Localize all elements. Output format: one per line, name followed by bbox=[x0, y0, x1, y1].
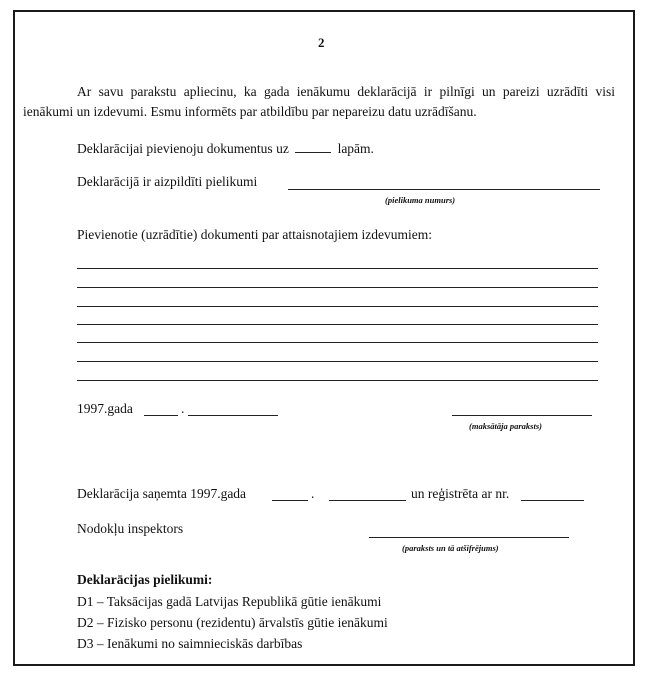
pages-count-field[interactable] bbox=[295, 140, 331, 153]
date-year-label: 1997.gada bbox=[77, 401, 133, 416]
expenses-line-1[interactable] bbox=[77, 268, 598, 269]
inspector-signature-caption: (paraksts un tā atšifrējums) bbox=[402, 543, 499, 553]
date-day-field[interactable] bbox=[144, 415, 178, 416]
received-month-field[interactable] bbox=[329, 500, 406, 501]
appendices-filled-label: Deklarācijā ir aizpildīti pielikumi bbox=[77, 174, 258, 189]
appendix-number-field[interactable] bbox=[288, 189, 600, 190]
attached-docs-prefix: Deklarācijai pievienoju dokumentus uz bbox=[77, 141, 289, 156]
appendix-number-caption: (pielikuma numurs) bbox=[385, 195, 456, 205]
expenses-line-7[interactable] bbox=[77, 380, 598, 381]
inspector-signature-field[interactable] bbox=[369, 537, 569, 538]
appendix-item-d3: D3 – Ienākumi no saimnieciskās darbības bbox=[77, 636, 303, 651]
payer-signature-field[interactable] bbox=[452, 415, 592, 416]
date-month-field[interactable] bbox=[188, 415, 278, 416]
received-separator: . bbox=[311, 486, 315, 501]
received-prefix: Deklarācija saņemta 1997.gada bbox=[77, 486, 247, 501]
tax-inspector-label: Nodokļu inspektors bbox=[77, 521, 184, 536]
registration-number-field[interactable] bbox=[521, 500, 584, 501]
date-separator: . bbox=[181, 401, 185, 416]
appendix-item-d1: D1 – Taksācijas gadā Latvijas Republikā gūtie ienākumi bbox=[77, 594, 382, 609]
expenses-line-2[interactable] bbox=[77, 287, 598, 288]
received-registered-label: un reģistrēta ar nr. bbox=[411, 486, 510, 501]
expenses-line-3[interactable] bbox=[77, 306, 598, 307]
declaration-paragraph: Ar savu parakstu apliecinu, ka gada ienākumu deklarācijā ir pilnīgi un pareizi uzrādīti visi ienākumi un izdevumi. Esmu informēts par atbildību par nepareizu datu uzrādīšanu. bbox=[23, 84, 615, 119]
payer-signature-caption: (maksātāja paraksts) bbox=[469, 421, 542, 431]
appendix-item-d2: D2 – Fizisko personu (rezidentu) ārvalstīs gūtie ienākumi bbox=[77, 615, 388, 630]
attached-docs-suffix: lapām. bbox=[337, 141, 374, 156]
expenses-line-5[interactable] bbox=[77, 342, 598, 343]
attached-docs-line bbox=[77, 140, 374, 157]
expenses-line-4[interactable] bbox=[77, 324, 598, 325]
expenses-line-6[interactable] bbox=[77, 361, 598, 362]
expenses-section-label: Pievienotie (uzrādītie) dokumenti par attaisnotajiem izdevumiem: bbox=[77, 227, 433, 242]
appendices-list-title: Deklarācijas pielikumi: bbox=[77, 572, 213, 587]
received-day-field[interactable] bbox=[272, 500, 308, 501]
page-number: 2 bbox=[318, 35, 325, 50]
